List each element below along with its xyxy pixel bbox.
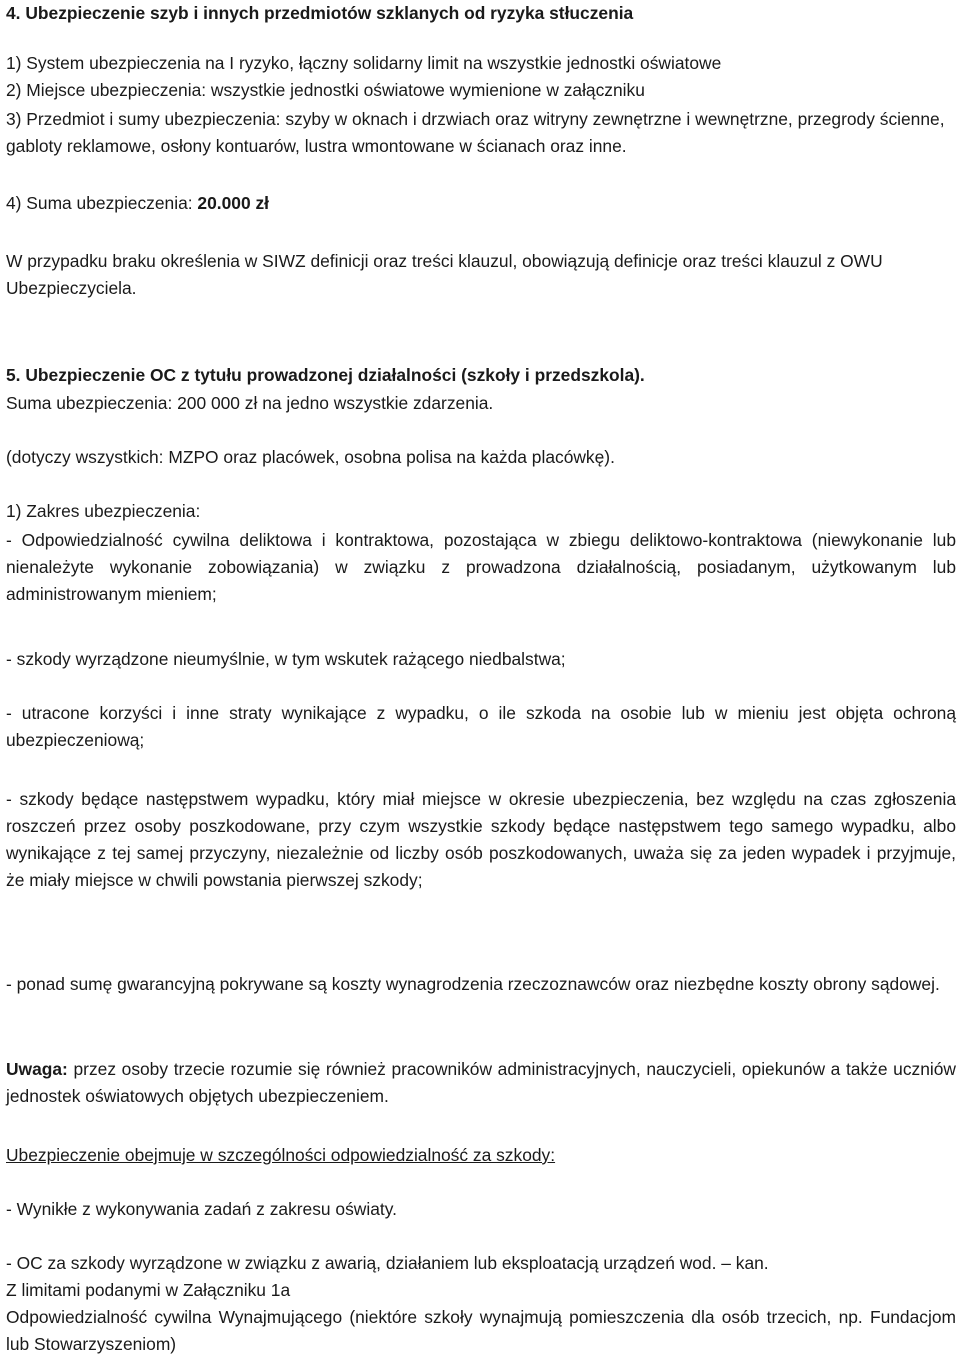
scope-item-lost-profits: - utracone korzyści i inne straty wynikające z wypadku, o ile szkoda na osobie lub w mieniu jest objęta ochroną ubezpieczeniową; bbox=[6, 703, 956, 750]
section-4-item-2: 2) Miejsce ubezpieczenia: wszystkie jednostki oświatowe wymienione w załączniku bbox=[6, 80, 645, 100]
section-4-item-1: 1) System ubezpieczenia na I ryzyko, łączny solidarny limit na wszystkie jednostki oświatowe bbox=[6, 53, 722, 73]
coverage-heading: Ubezpieczenie obejmuje w szczególności odpowiedzialność za szkody: bbox=[6, 1145, 556, 1165]
coverage-limits-note: Z limitami podanymi w Załączniku 1a bbox=[6, 1280, 291, 1300]
sum-label: 4) Suma ubezpieczenia: bbox=[6, 193, 198, 213]
siwz-note: W przypadku braku określenia w SIWZ definicji oraz treści klauzul, obowiązują definicje oraz treści klauzul z OWU Ubezpieczyciela. bbox=[6, 251, 883, 298]
scope-heading: 1) Zakres ubezpieczenia: bbox=[6, 501, 201, 521]
scope-item-negligence: - szkody wyrządzone nieumyślnie, w tym wskutek rażącego niedbalstwa; bbox=[6, 649, 566, 669]
sum-value: 20.000 zł bbox=[197, 193, 269, 213]
section-4-item-3: 3) Przedmiot i sumy ubezpieczenia: szyby w oknach i drzwiach oraz witryny zewnętrzne i wewnętrzne, przegrody ścienne, gabloty reklamowe, osłony kontuarów, lustra wmontowane w ścianach oraz inne. bbox=[6, 109, 945, 156]
scope-item-costs: - ponad sumę gwarancyjną pokrywane są koszty wynagrodzenia rzeczoznawców oraz niezbędne koszty obrony sądowej. bbox=[6, 974, 940, 994]
scope-item-damage-period: - szkody będące następstwem wypadku, który miał miejsce w okresie ubezpieczenia, bez względu na czas zgłoszenia roszczeń przez osoby poszkodowane, przy czym wszystkie szkody będące następstwem tego samego wypadku, albo wynikające z tej samej przyczyny, niezależnie od liczby osób poszkodowanych, uważa się za jeden wypadek i przyjmuje, że miały miejsce w chwili powstania pierwszej szkody; bbox=[6, 789, 956, 890]
note-label: Uwaga: bbox=[6, 1059, 68, 1079]
note-text: przez osoby trzecie rozumie się również pracowników administracyjnych, nauczycieli, opiekunów a także uczniów jednostek oświatowych objętych ubezpieczeniem. bbox=[6, 1059, 956, 1106]
third-party-note bbox=[6, 1056, 956, 1110]
section-5-applies: (dotyczy wszystkich: MZPO oraz placówek, osobna polisa na każda placówkę). bbox=[6, 447, 615, 467]
section-4-item-4 bbox=[6, 190, 956, 217]
section-5-title: 5. Ubezpieczenie OC z tytułu prowadzonej działalności (szkoły i przedszkola). bbox=[6, 365, 645, 385]
section-5-sum: Suma ubezpieczenia: 200 000 zł na jedno wszystkie zdarzenia. bbox=[6, 393, 494, 413]
coverage-item-education: - Wynikłe z wykonywania zadań z zakresu oświaty. bbox=[6, 1199, 397, 1219]
coverage-item-landlord: Odpowiedzialność cywilna Wynajmującego (niektóre szkoły wynajmują pomieszczenia dla osób trzecich, np. Fundacjom lub Stowarzyszeniom) bbox=[6, 1307, 956, 1354]
coverage-item-water: - OC za szkody wyrządzone w związku z awarią, działaniem lub eksploatacją urządzeń wod. – kan. bbox=[6, 1253, 769, 1273]
section-4-title: 4. Ubezpieczenie szyb i innych przedmiotów szklanych od ryzyka stłuczenia bbox=[6, 3, 634, 23]
scope-item-liability: - Odpowiedzialność cywilna deliktowa i kontraktowa, pozostająca w zbiegu deliktowo-kontraktowa (niewykonanie lub nienależyte wykonanie zobowiązania) w związku z prowadzona działalnością, posiadanym, użytkowanym lub administrowanym mieniem; bbox=[6, 530, 956, 604]
